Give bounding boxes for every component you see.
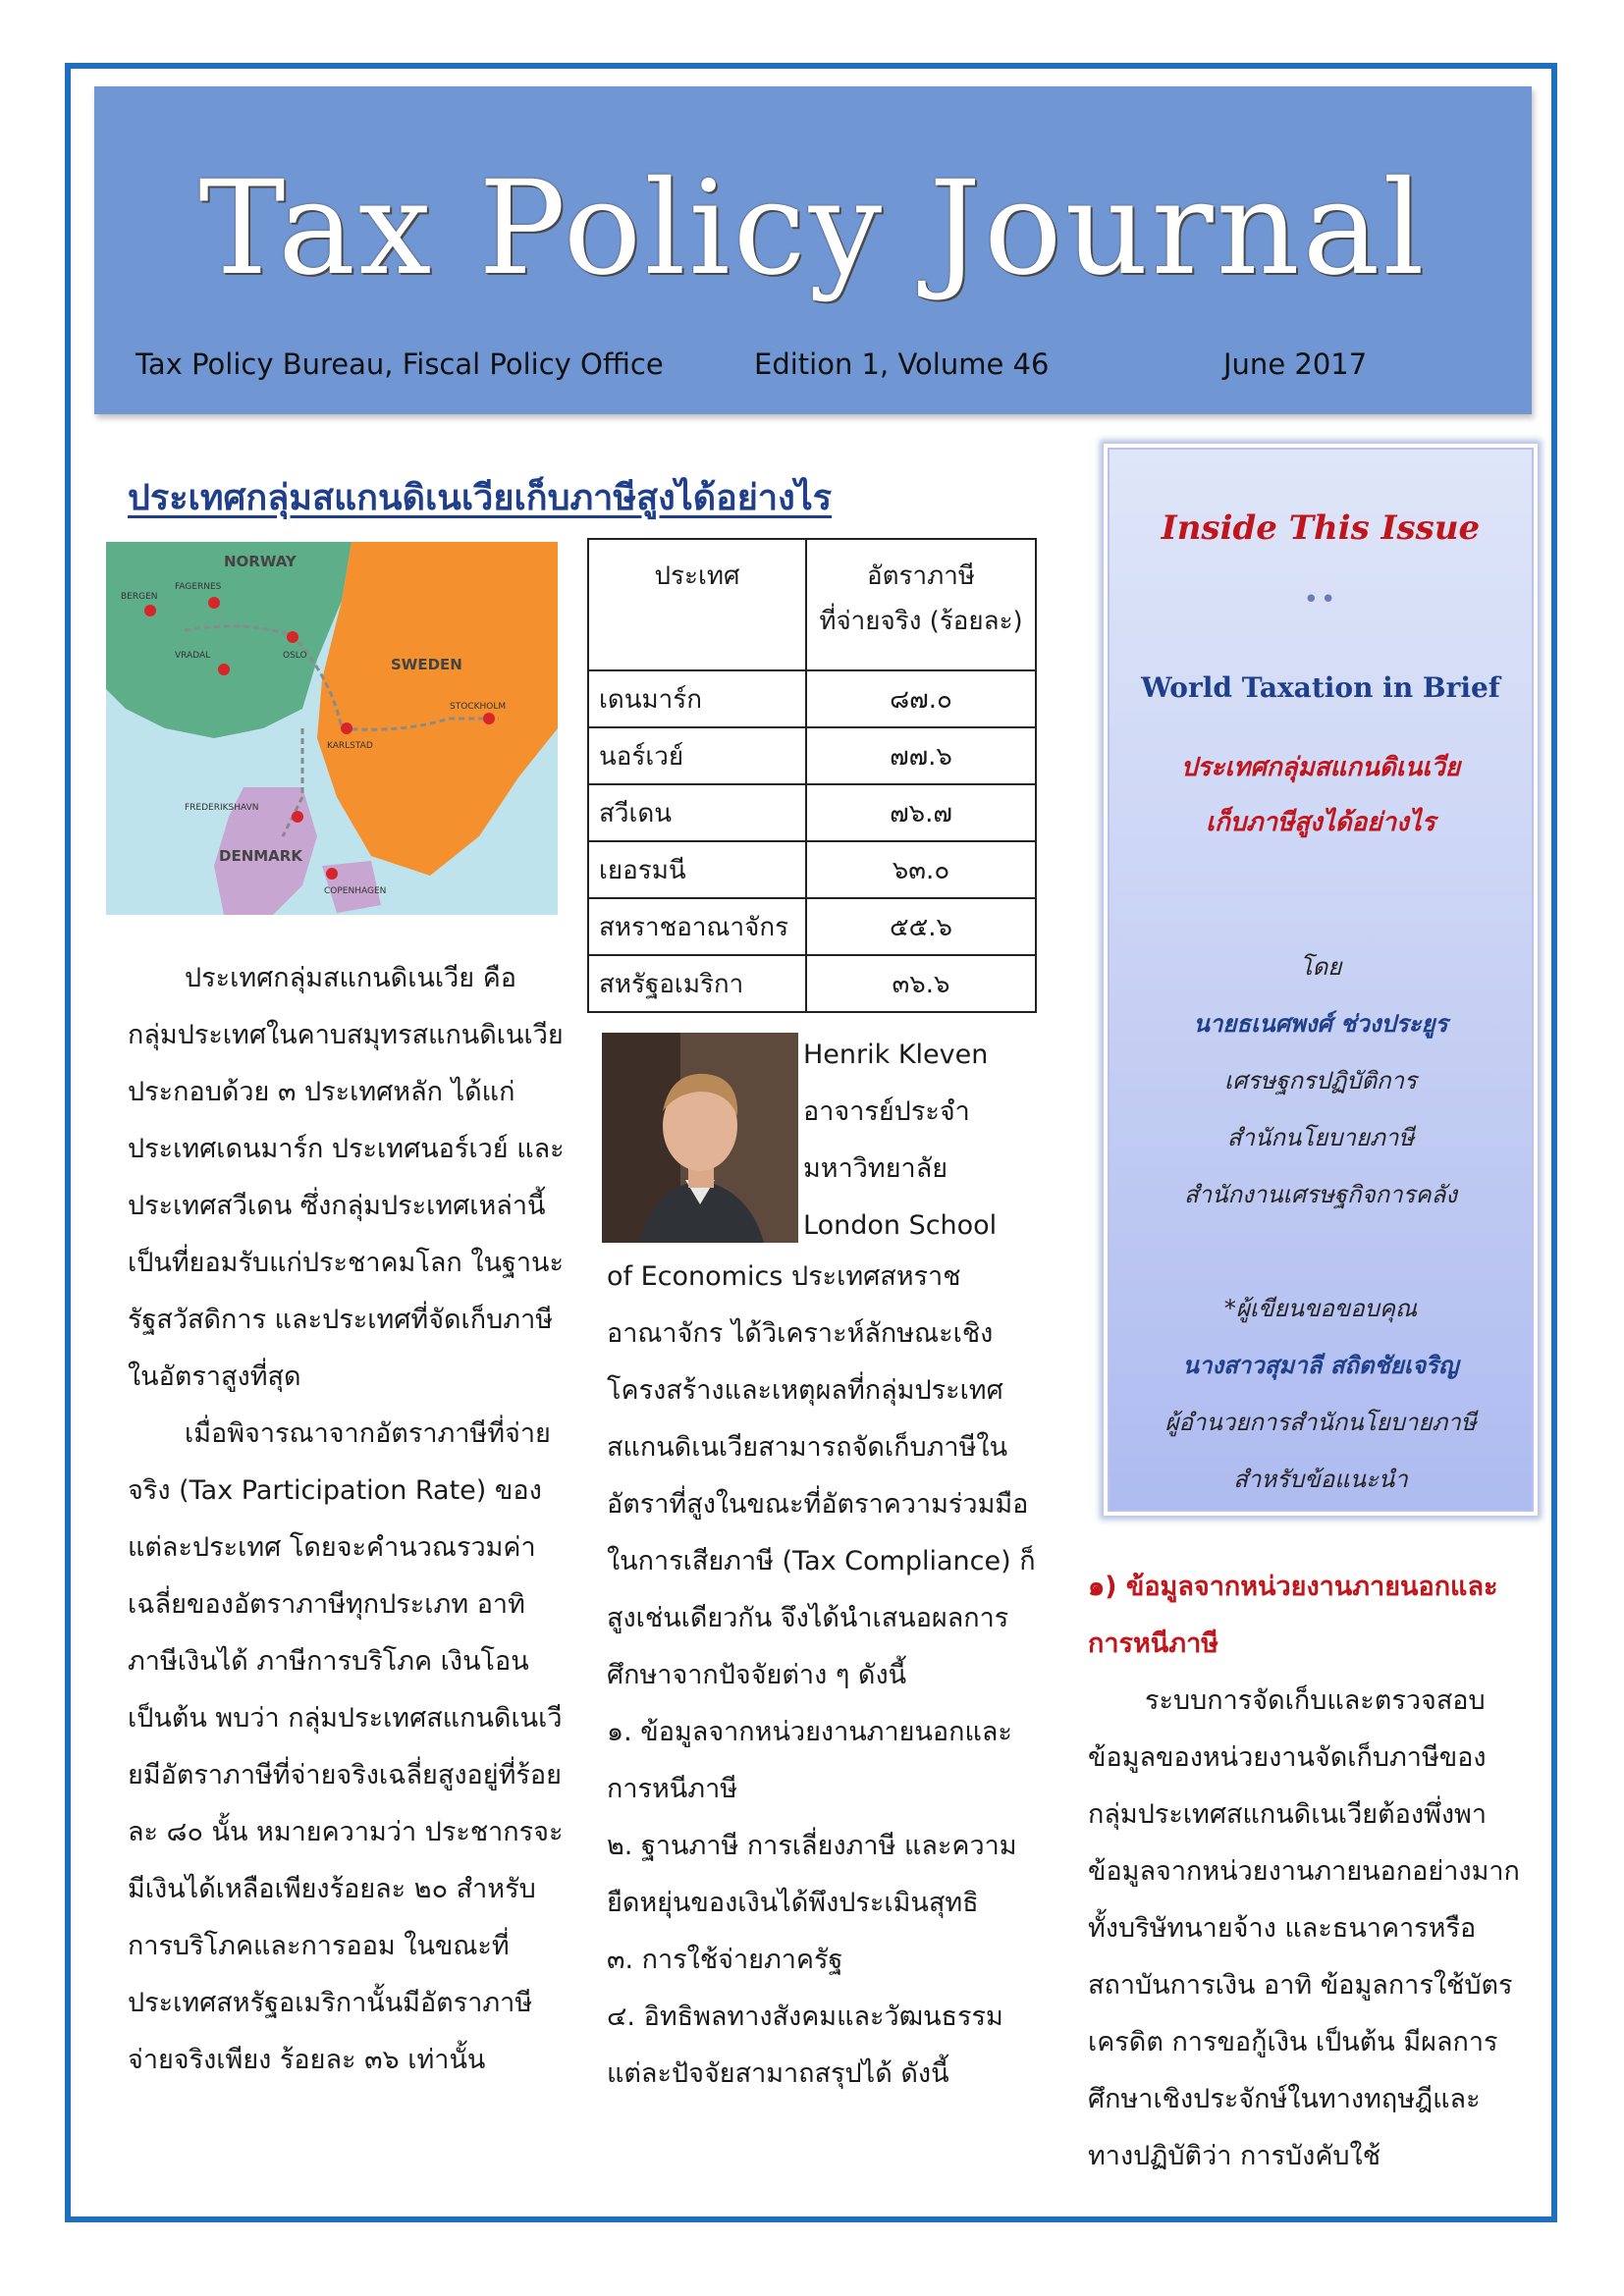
sidebar-thanks-role: ผู้อำนวยการสำนักนโยบายภาษี: [1164, 1409, 1477, 1436]
sidebar-thanks: *ผู้เขียนขอขอบคุณ: [1223, 1295, 1418, 1322]
map-label-denmark: DENMARK: [219, 847, 302, 865]
section-heading-1: ๑) ข้อมูลจากหน่วยงานภายนอกและการหนีภาษี: [1088, 1572, 1498, 1659]
header-country: ประเทศ: [588, 539, 806, 670]
map-label-copenhagen: COPENHAGEN: [324, 886, 387, 896]
sidebar-author-org-1: สำนักนโยบายภาษี: [1226, 1124, 1415, 1151]
caption-line-3: มหาวิทยาลัย: [803, 1153, 948, 1184]
map-graphic: [106, 542, 558, 915]
bureau-name: Tax Policy Bureau, Fiscal Policy Office: [135, 347, 664, 381]
country-cell: นอร์เวย์: [588, 727, 806, 784]
article-paragraph-1: ประเทศกลุ่มสแกนดิเนเวีย คือ กลุ่มประเทศในคาบสมุทรสแกนดิเนเวีย ประกอบด้วย ๓ ประเทศหลัก ได้แก่ ประเทศเดนมาร์ก ประเทศนอร์เวย์ และประเทศสวีเดน ซึ่งกลุ่มประเทศเหล่านี้เป็นที่ยอมรับแก่ประชาคมโลก ในฐานะรัฐสวัสดิการ และประเทศที่จัดเก็บภาษีในอัตราสูงที่สุด: [128, 963, 565, 1392]
map-label-vradal: VRADAL: [175, 651, 211, 661]
table-row: [588, 898, 1036, 955]
article-paragraph-3: of Economics ประเทศสหราชอาณาจักร ได้วิเคราะห์ลักษณะเชิงโครงสร้างและเหตุผลที่กลุ่มประเทศสแกนดิเนเวียสามารถจัดเก็บภาษีในอัตราที่สูงในขณะที่อัตราความร่วมมือในการเสียภาษี (Tax Compliance) ก็สูงเช่นเดียวกัน จึงได้นำเสนอผลการศึกษาจากปัจจัยต่าง ๆ ดังนี้: [607, 1261, 1036, 1690]
factor-item-1: ๑. ข้อมูลจากหน่วยงานภายนอกและการหนีภาษี: [607, 1717, 1012, 1804]
tax-rate-table: [587, 538, 1037, 1013]
sidebar-author-role: เศรษฐกรปฏิบัติการ: [1224, 1067, 1417, 1095]
map-label-oslo: OSLO: [283, 651, 307, 661]
sidebar-author-info: [1108, 938, 1534, 1508]
map-label-sweden: SWEDEN: [391, 656, 462, 673]
table-row: [588, 727, 1036, 784]
map-label-bergen: BERGEN: [121, 592, 158, 602]
sidebar-article-line-1: ประเทศกลุ่มสแกนดิเนเวีย: [1180, 753, 1461, 782]
scandinavia-map-image: [106, 542, 558, 915]
header-rate-line2: ที่จ่ายจริง (ร้อยละ): [819, 607, 1023, 636]
article-column-2: [607, 1249, 1039, 2103]
sidebar-article-line-2: เก็บภาษีสูงได้อย่างไร: [1206, 808, 1435, 837]
issue-date: June 2017: [1223, 347, 1368, 381]
rate-cell: ๖๓.๐: [806, 841, 1036, 898]
portrait-caption: [803, 1027, 1039, 1255]
portrait-graphic: [602, 1033, 798, 1243]
rate-cell: ๗๖.๗: [806, 784, 1036, 841]
author-portrait-photo: [602, 1033, 798, 1243]
country-cell: เดนมาร์ก: [588, 670, 806, 727]
factor-item-3: ๓. การใช้จ่ายภาครัฐ: [607, 1945, 843, 1975]
article-headline: ประเทศกลุ่มสแกนดิเนเวียเก็บภาษีสูงได้อย่างไร: [128, 478, 833, 518]
factor-item-2: ๒. ฐานภาษี การเลี่ยงภาษี และความยืดหยุ่นของเงินได้พึงประเมินสุทธิ: [607, 1831, 1017, 1918]
sidebar-section-title: World Taxation in Brief: [1141, 671, 1500, 704]
table-row: [588, 955, 1036, 1012]
edition-info: Edition 1, Volume 46: [754, 347, 1050, 381]
caption-name: Henrik Kleven: [803, 1040, 989, 1070]
sidebar-author-name: นายธเนศพงศ์ ช่วงประยูร: [1193, 1010, 1448, 1038]
country-cell: เยอรมนี: [588, 841, 806, 898]
sidebar-thanks-name: นางสาวสุมาลี สถิตชัยเจริญ: [1182, 1352, 1459, 1379]
map-label-fagernes: FAGERNES: [175, 582, 222, 592]
sidebar-divider-dots: ••: [1303, 585, 1338, 614]
country-cell: สวีเดน: [588, 784, 806, 841]
map-label-stockholm: STOCKHOLM: [450, 702, 507, 712]
sidebar-title: Inside This Issue: [1161, 508, 1481, 548]
map-label-norway: NORWAY: [224, 553, 297, 570]
sidebar-spacer: [1108, 1223, 1534, 1280]
rate-cell: ๕๕.๖: [806, 898, 1036, 955]
rate-cell: ๓๖.๖: [806, 955, 1036, 1012]
article-paragraph-4: ระบบการจัดเก็บและตรวจสอบข้อมูลของหน่วยงานจัดเก็บภาษีของกลุ่มประเทศสแกนดิเนเวียต้องพึ่งพาข้อมูลจากหน่วยงานภายนอกอย่างมาก ทั้งบริษัทนายจ้าง และธนาคารหรือสถาบันการเงิน อาทิ ข้อมูลการใช้บัตรเครดิต การขอกู้เงิน เป็นต้น มีผลการศึกษาเชิงประจักษ์ในทางทฤษฎีและทางปฏิบัติว่า การบังคับใช้: [1088, 1685, 1520, 2171]
masthead: [94, 86, 1532, 414]
map-label-karlstad: KARLSTAD: [327, 741, 373, 751]
table-row: [588, 670, 1036, 727]
caption-line-2: อาจารย์ประจำ: [803, 1096, 970, 1127]
sidebar-author-org-2: สำนักงานเศรษฐกิจการคลัง: [1183, 1181, 1458, 1208]
rate-cell: ๘๗.๐: [806, 670, 1036, 727]
map-label-frederikshavn: FREDERIKSHAVN: [185, 803, 259, 813]
factor-item-4: ๔. อิทธิพลทางสังคมและวัฒนธรรม แต่ละปัจจัยสามาถสรุปได้ ดังนี้: [607, 2002, 1003, 2089]
country-cell: สหราชอาณาจักร: [588, 898, 806, 955]
sidebar-thanks-for: สำหรับข้อแนะนำ: [1233, 1466, 1408, 1493]
sidebar-by: โดย: [1299, 953, 1342, 981]
article-column-1: [128, 950, 569, 2089]
article-column-3: [1088, 1559, 1520, 2185]
country-cell: สหรัฐอเมริกา: [588, 955, 806, 1012]
caption-line-4: London School: [803, 1210, 998, 1241]
table-row: [588, 841, 1036, 898]
table-header-row: [588, 539, 1036, 670]
sidebar-article-link: [1108, 740, 1534, 850]
header-rate-line1: อัตราภาษี: [867, 561, 975, 591]
journal-title: Tax Policy Journal: [198, 153, 1428, 304]
inside-this-issue-box: [1104, 444, 1538, 1516]
article-paragraph-2: เมื่อพิจารณาจากอัตราภาษีที่จ่ายจริง (Tax Participation Rate) ของแต่ละประเทศ โดยจะคำนวณรวมค่าเฉลี่ยของอัตราภาษีทุกประเภท อาทิ ภาษีเงินได้ ภาษีการบริโภค เงินโอน เป็นต้น พบว่า กลุ่มประเทศสแกนดิเนเวียมีอัตราภาษีที่จ่ายจริงเฉลี่ยสูงอยู่ที่ร้อยละ ๘๐ นั้น หมายความว่า ประชากรจะมีเงินได้เหลือเพียงร้อยละ ๒๐ สำหรับการบริโภคและการออม ในขณะที่ประเทศสหรัฐอเมริกานั้นมีอัตราภาษีจ่ายจริงเพียง ร้อยละ ๓๖ เท่านั้น: [128, 1418, 564, 2075]
rate-cell: ๗๗.๖: [806, 727, 1036, 784]
header-rate: [806, 539, 1036, 670]
table-row: [588, 784, 1036, 841]
